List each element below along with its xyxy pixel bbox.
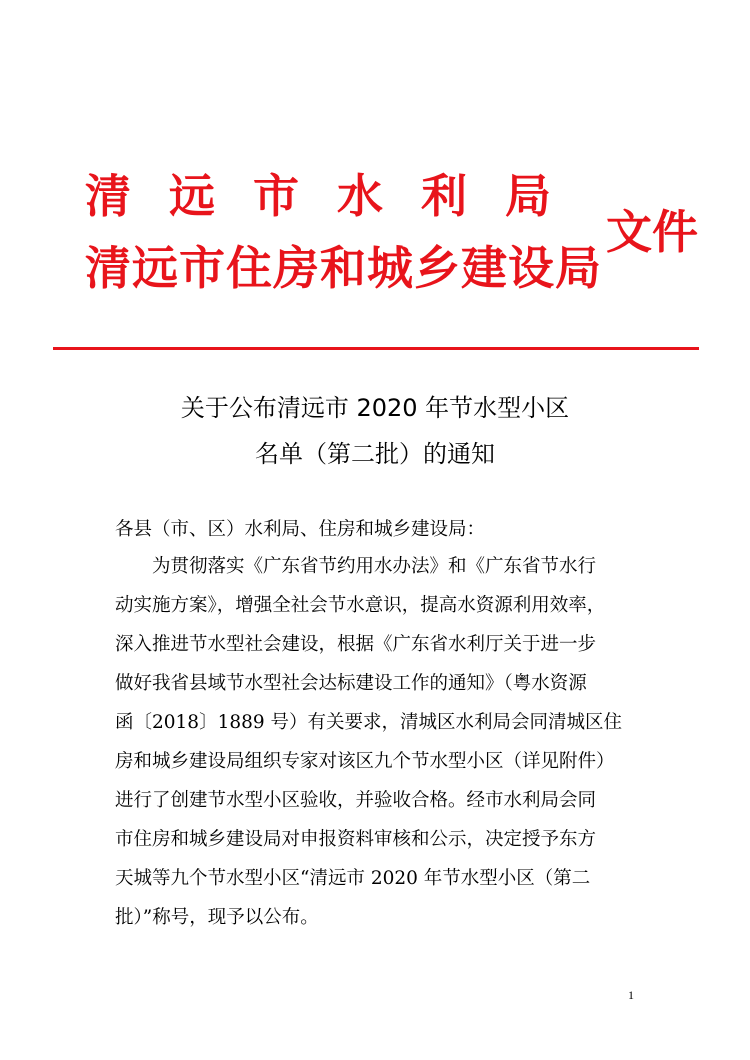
salutation: 各县（市、区）水利局、住房和城乡建设局： [115,519,486,540]
body-line: 市住房和城乡建设局对申报资料审核和公示，决定授予东方 [115,829,597,850]
body-line: 动实施方案》，增强全社会节水意识，提高水资源利用效率， [115,595,606,616]
red-header-divider [53,347,699,350]
document-title-line2: 名单（第二批）的通知 [255,440,495,468]
issuing-org-water-bureau: 清远市水利局 [85,169,589,223]
body-line: 函〔2018〕1889 号）有关要求，清城区水利局会同清城区住 [115,712,623,733]
body-line: 房和城乡建设局组织专家对该区九个节水型小区（详见附件） [115,751,615,772]
document-type-label: 文件 [606,205,698,259]
body-line: 深入推进节水型社会建设，根据《广东省水利厅关于进一步 [115,634,597,655]
body-line: 为贯彻落实《广东省节约用水办法》和《广东省节水行 [115,556,597,577]
page-number: 1 [628,988,634,1002]
body-line: 批）”称号，现予以公布。 [115,907,319,928]
body-line: 天城等九个节水型小区“清远市 2020 年节水型小区（第二 [115,868,591,889]
issuing-org-housing-bureau: 清远市住房和城乡建设局 [85,241,602,295]
document-title-line1: 关于公布清远市 2020 年节水型小区 [180,394,570,422]
body-line: 进行了创建节水型小区验收，并验收合格。经市水利局会同 [115,790,597,811]
body-line: 做好我省县域节水型社会达标建设工作的通知》（粤水资源 [115,673,587,694]
